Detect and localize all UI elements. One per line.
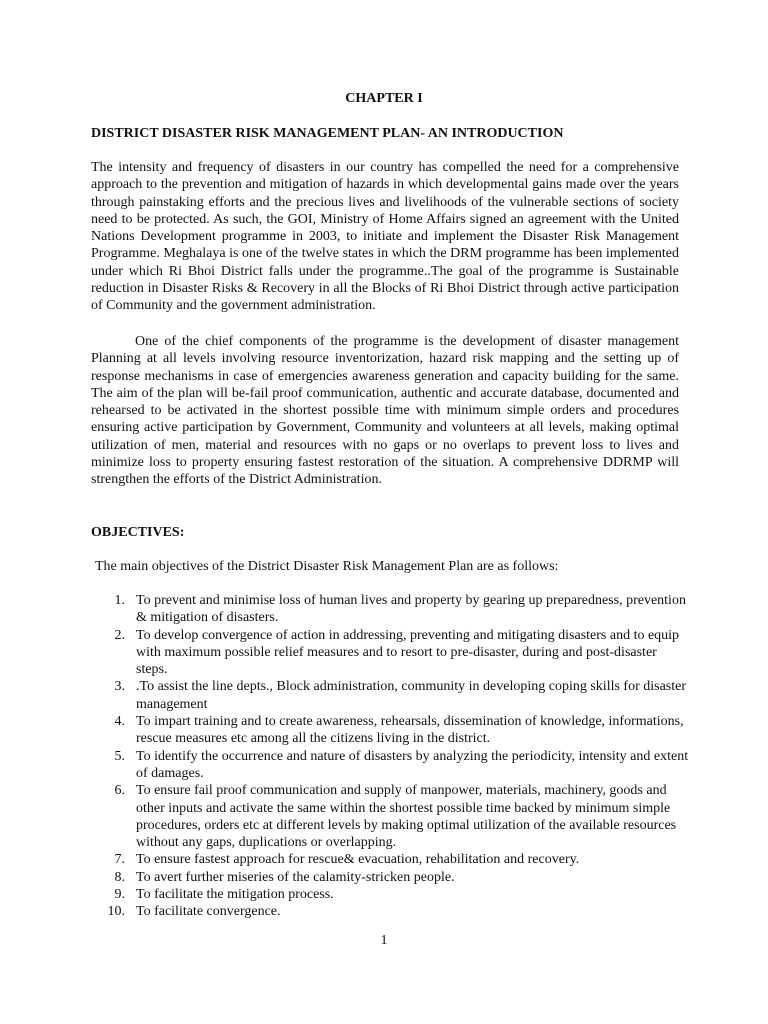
objective-number: 8. bbox=[114, 869, 125, 885]
page-number: 1 bbox=[380, 933, 388, 948]
objective-text: To develop convergence of action in addressing, preventing and mitigating disasters and to equip with maximum possible relief measures and to resort to pre-disaster, during and post-disaster steps. bbox=[136, 627, 680, 678]
objective-item bbox=[91, 903, 691, 920]
objective-text: To identify the occurrence and nature of disasters by analyzing the periodicity, intensity and extent of damages. bbox=[136, 748, 689, 781]
objective-item bbox=[91, 678, 691, 713]
objective-number: 6. bbox=[114, 783, 125, 799]
objective-item bbox=[91, 782, 691, 851]
objective-text: To ensure fail proof communication and supply of manpower, materials, machinery, goods and other inputs and activate the same within the shortest possible time backed by minimum simple procedures, orders etc at different levels by making optimal utilization of the available resources without any gaps, duplications or overlapping. bbox=[136, 783, 677, 851]
objective-text: To facilitate convergence. bbox=[136, 904, 281, 920]
objectives-intro: The main objectives of the District Disaster Risk Management Plan are as follows: bbox=[95, 559, 559, 574]
objective-text: .To assist the line depts., Block administration, community in developing coping skills for disaster management bbox=[136, 679, 687, 712]
objective-item bbox=[91, 851, 691, 868]
objective-item bbox=[91, 748, 691, 783]
objectives-list bbox=[91, 592, 691, 921]
objective-item bbox=[91, 886, 691, 903]
objective-number: 2. bbox=[114, 627, 125, 643]
objective-text: To facilitate the mitigation process. bbox=[136, 887, 334, 903]
objective-number: 1. bbox=[114, 593, 125, 608]
objective-text: To avert further miseries of the calamity-stricken people. bbox=[136, 869, 455, 885]
objective-item bbox=[91, 869, 691, 886]
objective-text: To impart training and to create awareness, rehearsals, dissemination of knowledge, informations, rescue measures etc among all the citizens living in the district. bbox=[136, 714, 684, 747]
objective-number: 4. bbox=[114, 714, 125, 730]
intro-paragraph-1: The intensity and frequency of disasters in our country has compelled the need for a comprehensive approach to the prevention and mitigation of hazards in which developmental gains made over the years through painstaking efforts and the precious lives and livelihoods of the vulnerable sections of society need to be protected. As such, the GOI, Ministry of Home Affairs signed an agreement with the United Nations Development programme in 2003, to initiate and implement the Disaster Risk Management Programme. Meghalaya is one of the twelve states in which the DRM programme has been implemented under which Ri Bhoi District falls under the programme..The goal of the programme is Sustainable reduction in Disaster Risks & Recovery in all the Blocks of Ri Bhoi District through active participation of Community and the government administration. bbox=[91, 160, 679, 314]
objective-item bbox=[91, 627, 691, 679]
chapter-title: CHAPTER I bbox=[345, 91, 423, 106]
intro-paragraph-2: One of the chief components of the programme is the development of disaster management Planning at all levels involving resource inventorization, hazard risk mapping and the setting up of response mechanisms in case of emergencies awareness generation and capacity building for the same. The aim of the plan will be-fail proof communication, authentic and accurate database, documented and rehearsed to be activated in the shortest possible time with minimum simple orders and procedures ensuring active participation by Government, Community and volunteers at all levels, making optimal utilization of men, material and resources with no gaps or no overlaps to prevent loss to lives and minimize loss to property ensuring fastest restoration of the situation. A comprehensive DDRMP will strengthen the efforts of the District Administration. bbox=[91, 334, 679, 488]
objective-number: 5. bbox=[114, 748, 125, 764]
objective-text: To prevent and minimise loss of human lives and property by gearing up preparedness, prevention & mitigation of disasters. bbox=[136, 593, 686, 626]
objective-number: 9. bbox=[114, 887, 125, 903]
objective-number: 10. bbox=[107, 904, 125, 920]
objective-item bbox=[91, 713, 691, 748]
objective-number: 7. bbox=[114, 852, 125, 868]
objective-text: To ensure fastest approach for rescue& evacuation, rehabilitation and recovery. bbox=[136, 852, 580, 868]
objectives-heading: OBJECTIVES: bbox=[91, 525, 185, 540]
objective-item bbox=[91, 592, 691, 627]
objective-number: 3. bbox=[114, 679, 125, 695]
section-heading: DISTRICT DISASTER RISK MANAGEMENT PLAN- AN INTRODUCTION bbox=[91, 126, 564, 141]
